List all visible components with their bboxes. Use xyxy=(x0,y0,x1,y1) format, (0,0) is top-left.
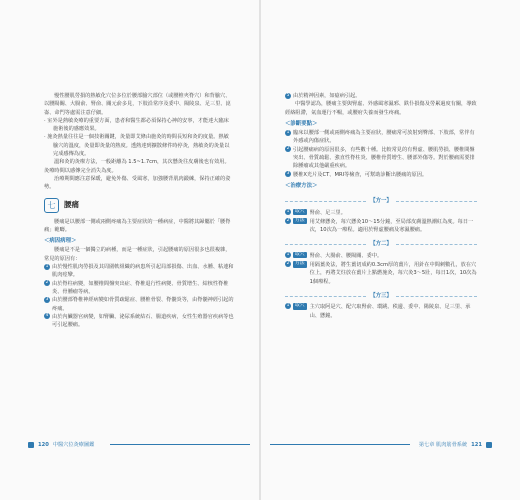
bullet-note: · 室外是熱敏灸療的重要方面，患者和醫生都必須保持心神的安寧，才能達大臨床施術後的感應效果。 xyxy=(44,117,229,133)
method-row: 1 取穴 腎俞、足三里。 xyxy=(286,208,346,216)
list-item: 1 由於慢性肌肉勞損及其周圍軟組織的病患所引起局部損傷、出血、水腫、粘連和肌肉痙攣。 xyxy=(45,263,234,279)
page-number: 120 xyxy=(38,441,49,448)
number-2-icon: 2 xyxy=(45,280,49,286)
running-title: 中醫穴位灸療圖鑑 xyxy=(52,442,95,448)
body-paragraph: 慢性腰肌勞損的熱敏化穴位多位於腰部腧穴部位（或腰椎夾脊穴）和背腧穴、以腰陽關、大腸俞、腎俞、關元俞多見，下肢沿常序及委中、陽陵泉、足三里、崑崙、命門等處需注意仔細。 xyxy=(44,93,231,116)
number-2-icon: 2 xyxy=(286,146,290,152)
method-tag: 取穴 xyxy=(295,251,305,257)
footer-rule xyxy=(270,444,410,445)
number-5-icon: 5 xyxy=(286,92,290,98)
body-paragraph: 中醫學認為，腰痛主要與腎虛、外感風寒濕邪、跌仆損傷及勞累過度有關，導致經絡阻滯，氣血運行不暢，或腰府失養而發生疼痛。 xyxy=(285,101,477,116)
list-item: 4 由於內臟器官病變，如腎臟、泌尿系統結石、腸道疾病，女性生殖器官疾病等也可引起腰痛。 xyxy=(45,313,234,329)
list-item: 2 引起腰痛病的原因很多，有些數十種。比較常見的有腎虛、腰肌勞損、腰椎間盤突出、骨質疏鬆、強直性脊柱炎、腰椎骨質增生、腰部外傷等。對於腰痛需要排除腫瘤或其他嚴重疾病。 xyxy=(286,146,475,170)
method-tag: 取穴 xyxy=(295,303,305,309)
list-item: 3 由於腰部脊椎神經病變如骨質疏鬆症、腰椎骨裂、脊髓炎等，由脊髓神經引起的疼痛。 xyxy=(45,296,234,312)
method-tag: 取穴 xyxy=(295,208,305,214)
number-1-icon: 1 xyxy=(45,263,49,269)
bullet-note: · 施灸熱量往往是一個技術關鍵，灸量即艾條由施灸的時間長短和灸的度量。熱敏腧穴的溫度，灸量即灸量的熱度。透熱達到擴散條件時停灸，熱敏灸的灸量以完成感傳為度。 xyxy=(44,134,230,158)
subheading-diagnosis: ＜診斷要點＞ xyxy=(285,120,318,127)
number-3-icon: 3 xyxy=(286,171,290,177)
page-number: 121 xyxy=(471,441,482,448)
footer-rule xyxy=(110,444,250,445)
intro-paragraph: 腰痛是以腰部一側或兩側疼痛為主要症狀的一種病症，中醫將其歸屬於「腰脊痛」範疇。 xyxy=(44,218,231,233)
method-divider-1: 【方一】 xyxy=(285,197,477,205)
footer-marker-icon xyxy=(28,442,34,448)
section-number: 七 xyxy=(44,198,59,213)
left-column xyxy=(44,92,234,329)
method-row: 1 取穴 腎俞、大腸俞、腰陽關、委中。 xyxy=(286,251,383,259)
list-item: 5 由於精神因素，如癔病引起。 xyxy=(286,92,361,99)
footer-marker-icon xyxy=(486,442,492,448)
list-item: 1 臨床以腰部一側或兩側疼痛為主要症狀，腰痛常可放射到臀部、下肢部，常伴有外感或內傷症狀。 xyxy=(286,129,475,145)
method-divider-2: 【方二】 xyxy=(285,240,477,248)
subheading-pathology: ＜病因病理＞ xyxy=(44,238,77,245)
method-tag: 方法 xyxy=(295,261,305,267)
number-4-icon: 4 xyxy=(45,313,49,319)
body-paragraph: 治療期間應注意保暖，避免外傷、受風寒，加強腰背肌肉鍛練，保持正確的姿勢。 xyxy=(44,175,231,191)
method-tag: 方法 xyxy=(295,217,305,223)
method-row: 2 方法 用艾條懸灸，每穴懸灸10～15分鐘，至局部皮膚溫熱潮紅為度。每日一次，10次為一療程。適用於腎虛腰痛及寒濕腰痛。 xyxy=(286,217,474,234)
body-paragraph: 腰痛是不是一個獨立的病種，而是一種症狀，引起腰痛的原因很多也很複雜，常見的原因有： xyxy=(44,247,231,262)
section-title: 腰痛 xyxy=(64,199,79,209)
method-row: 1 取穴 主穴取阿是穴、配穴取腎俞、環跳、秩邊、委中、陽陵泉、足三里、承山、懸鐘。 xyxy=(286,303,471,319)
right-column xyxy=(285,92,477,321)
number-1-icon: 1 xyxy=(286,129,290,135)
list-item: 3 腰椎X光片及CT、MRI等檢查，可幫助診斷出腰痛的原因。 xyxy=(286,171,428,178)
list-item: 2 由於脊柱病變，如腰椎間盤突出症、脊椎退行性病變、骨質增生、結核性脊椎炎、骨腫瘤等病。 xyxy=(45,280,229,295)
method-row: 2 方法 用隔薑灸法，將生薑切成約0.3cm厚的薑片，用針在中間刺數孔，放在穴位上，再將艾炷放在薑片上點燃施灸，每穴灸3～5壯，每日1次，10次為1個療程。 xyxy=(286,261,477,285)
number-3-icon: 3 xyxy=(45,296,49,302)
body-paragraph: 溫和灸的灸療方法，一般距離為 1.5~1.7cm，其次懸灸往皮膚後也有效用。灸療時間以感傳完全消失為度。 xyxy=(44,159,230,174)
right-footer xyxy=(419,441,492,448)
section-heading xyxy=(44,198,234,213)
running-title: 第七章 肌肉筋骨系統 xyxy=(418,442,468,448)
method-divider-3: 【方三】 xyxy=(285,292,477,300)
left-footer xyxy=(28,441,94,448)
subheading-treatment: ＜治療方法＞ xyxy=(285,182,318,189)
